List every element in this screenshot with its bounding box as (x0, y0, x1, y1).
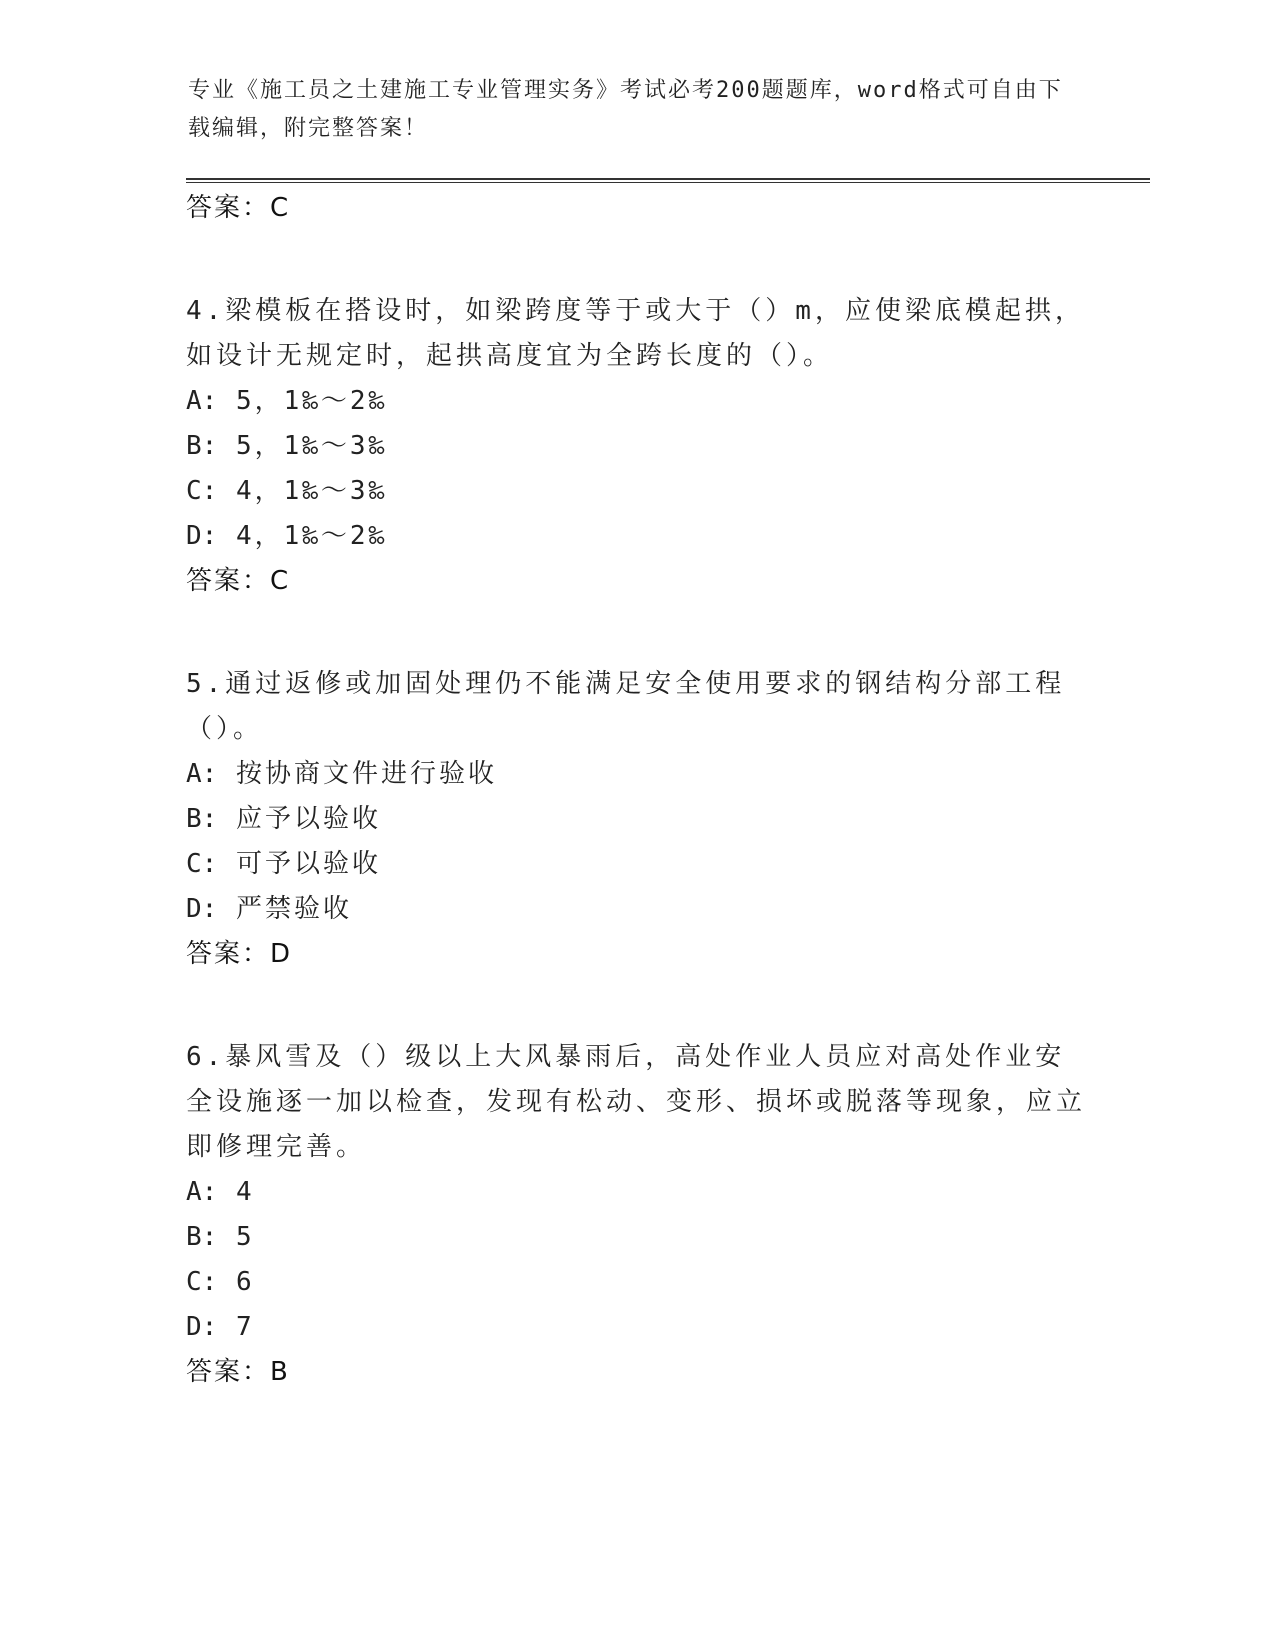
answer-line: 答案：C (186, 193, 291, 223)
option-label: B: (186, 431, 218, 461)
option-text: 5，1‰～3‰ (235, 431, 388, 461)
option-text: 可予以验收 (235, 849, 381, 879)
answer-line: 答案：B (186, 1357, 290, 1387)
option-d (186, 1305, 1086, 1350)
option-label: A: (186, 1177, 218, 1207)
option-label: C: (186, 1267, 218, 1297)
option-c (186, 469, 1086, 514)
question-item (186, 662, 1086, 977)
option-text: 5，1‰～2‰ (235, 386, 388, 416)
option-d (186, 887, 1086, 932)
option-label: D: (186, 1312, 218, 1342)
option-a (186, 379, 1086, 424)
answer-line: 答案：C (186, 566, 291, 596)
option-text: 6 (235, 1267, 255, 1297)
option-label: B: (186, 804, 218, 834)
option-text: 4，1‰～2‰ (235, 521, 388, 551)
option-b (186, 1215, 1086, 1260)
option-label: A: (186, 759, 218, 789)
question-item (186, 1035, 1086, 1395)
question-item (186, 289, 1086, 604)
question-text: 5.通过返修或加固处理仍不能满足安全使用要求的钢结构分部工程（）。 (186, 669, 1066, 744)
option-label: D: (186, 521, 218, 551)
option-text: 5 (235, 1222, 255, 1252)
header-rule (186, 178, 1150, 180)
option-text: 应予以验收 (235, 804, 381, 834)
option-text: 7 (235, 1312, 255, 1342)
option-b (186, 797, 1086, 842)
option-d (186, 514, 1086, 559)
option-b (186, 424, 1086, 469)
answer-line: 答案：D (186, 939, 293, 969)
option-label: C: (186, 476, 218, 506)
option-label: A: (186, 386, 218, 416)
option-text: 严禁验收 (235, 894, 352, 924)
question-list (186, 186, 1086, 1395)
option-c (186, 842, 1086, 887)
option-label: C: (186, 849, 218, 879)
option-text: 4 (235, 1177, 255, 1207)
header-rule-thin (186, 182, 1150, 183)
option-label: B: (186, 1222, 218, 1252)
option-c (186, 1260, 1086, 1305)
option-label: D: (186, 894, 218, 924)
question-text: 4.梁模板在搭设时，如梁跨度等于或大于（）m，应使梁底模起拱，如设计无规定时，起拱高度宜为全跨长度的（）。 (186, 296, 1085, 371)
option-text: 按协商文件进行验收 (235, 759, 497, 789)
document-header: 专业《施工员之土建施工专业管理实务》考试必考200题题库，word格式可自由下载编辑，附完整答案！ (188, 78, 1063, 141)
option-text: 4，1‰～3‰ (235, 476, 388, 506)
question-text: 6.暴风雪及（）级以上大风暴雨后，高处作业人员应对高处作业安全设施逐一加以检查，发现有松动、变形、损坏或脱落等现象，应立即修理完善。 (186, 1042, 1087, 1162)
option-a (186, 1170, 1086, 1215)
option-a (186, 752, 1086, 797)
